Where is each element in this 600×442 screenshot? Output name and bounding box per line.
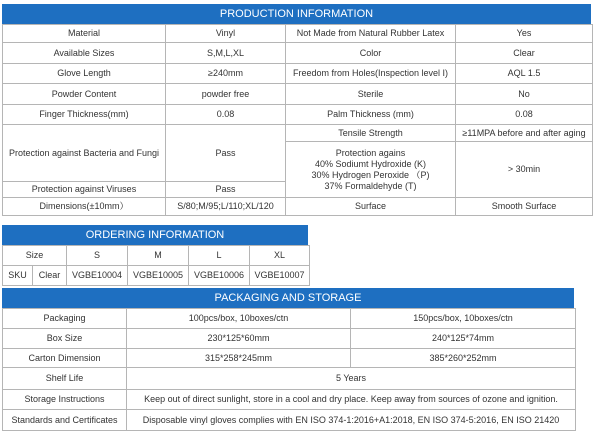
- packaging-label: Packaging: [3, 309, 127, 329]
- carton-label: Carton Dimension: [3, 349, 127, 368]
- powder-label: Powder Content: [3, 84, 166, 105]
- storage-label: Storage Instructions: [3, 390, 127, 410]
- chemical-line-1: Protection agains: [335, 147, 406, 158]
- holes-value: AQL 1.5: [456, 64, 593, 84]
- packaging-value-b: 150pcs/box, 10boxes/ctn: [351, 309, 576, 329]
- material-label: Material: [3, 25, 166, 43]
- sku-s: VGBE10004: [67, 266, 128, 286]
- box-size-a: 230*125*60mm: [127, 329, 351, 349]
- palm-thickness-label: Palm Thickness (mm): [286, 105, 456, 125]
- storage-value: Keep out of direct sunlight, store in a cool and dry place. Keep away from sources of ozone and ignition.: [127, 390, 576, 410]
- sku-l: VGBE10006: [189, 266, 250, 286]
- sizes-value: S,M,L,XL: [166, 43, 286, 64]
- finger-thickness-value: 0.08: [166, 105, 286, 125]
- chemical-protection-label: [286, 142, 456, 198]
- sizes-label: Available Sizes: [3, 43, 166, 64]
- ordering-info-table: [2, 245, 310, 286]
- holes-label: Freedom from Holes(Inspection level I): [286, 64, 456, 84]
- latex-label: Not Made from Natural Rubber Latex: [286, 25, 456, 43]
- ordering-info-header: ORDERING INFORMATION: [2, 225, 308, 245]
- chemical-line-3: 30% Hydrogen Peroxide （P): [311, 169, 430, 180]
- bacteria-value: Pass: [166, 125, 286, 182]
- packaging-table: [2, 308, 576, 431]
- tensile-label: Tensile Strength: [286, 125, 456, 142]
- tensile-value: ≥11MPA before and after aging: [456, 125, 593, 142]
- size-l: L: [189, 246, 250, 266]
- size-header: Size: [3, 246, 67, 266]
- dimensions-value: S/80;M/95;L/110;XL/120: [166, 198, 286, 216]
- size-m: M: [128, 246, 189, 266]
- palm-thickness-value: 0.08: [456, 105, 593, 125]
- color-value: Clear: [456, 43, 593, 64]
- surface-label: Surface: [286, 198, 456, 216]
- packaging-value-a: 100pcs/box, 10boxes/ctn: [127, 309, 351, 329]
- size-s: S: [67, 246, 128, 266]
- chemical-line-2: 40% Sodiumt Hydroxide (K): [314, 158, 427, 169]
- finger-thickness-label: Finger Thickness(mm): [3, 105, 166, 125]
- box-size-b: 240*125*74mm: [351, 329, 576, 349]
- carton-b: 385*260*252mm: [351, 349, 576, 368]
- size-xl: XL: [250, 246, 310, 266]
- sterile-value: No: [456, 84, 593, 105]
- latex-value: Yes: [456, 25, 593, 43]
- standards-label: Standards and Certificates: [3, 410, 127, 431]
- standards-value: Disposable vinyl gloves complies with EN ISO 374-1:2016+A1:2018, EN ISO 374-5:2016, EN ISO 21420: [127, 410, 576, 431]
- production-info-header: PRODUCTION INFORMATION: [2, 4, 591, 24]
- sku-m: VGBE10005: [128, 266, 189, 286]
- bacteria-label: Protection against Bacteria and Fungi: [3, 125, 166, 182]
- packaging-header: PACKAGING AND STORAGE: [2, 288, 574, 308]
- dimensions-label: Dimensions(±10mm）: [3, 198, 166, 216]
- sku-label: SKU: [3, 266, 33, 286]
- chemical-protection-value: > 30min: [456, 142, 593, 198]
- carton-a: 315*258*245mm: [127, 349, 351, 368]
- shelf-life-value: 5 Years: [127, 368, 576, 390]
- length-label: Glove Length: [3, 64, 166, 84]
- shelf-life-label: Shelf Life: [3, 368, 127, 390]
- material-value: Vinyl: [166, 25, 286, 43]
- sku-xl: VGBE10007: [250, 266, 310, 286]
- powder-value: powder free: [166, 84, 286, 105]
- surface-value: Smooth Surface: [456, 198, 593, 216]
- virus-label: Protection against Viruses: [3, 182, 166, 198]
- virus-value: Pass: [166, 182, 286, 198]
- color-label: Color: [286, 43, 456, 64]
- sterile-label: Sterile: [286, 84, 456, 105]
- chemical-line-4: 37% Formaldehyde (T): [324, 180, 417, 191]
- production-info-table: [2, 24, 593, 216]
- sku-color: Clear: [33, 266, 67, 286]
- box-size-label: Box Size: [3, 329, 127, 349]
- length-value: ≥240mm: [166, 64, 286, 84]
